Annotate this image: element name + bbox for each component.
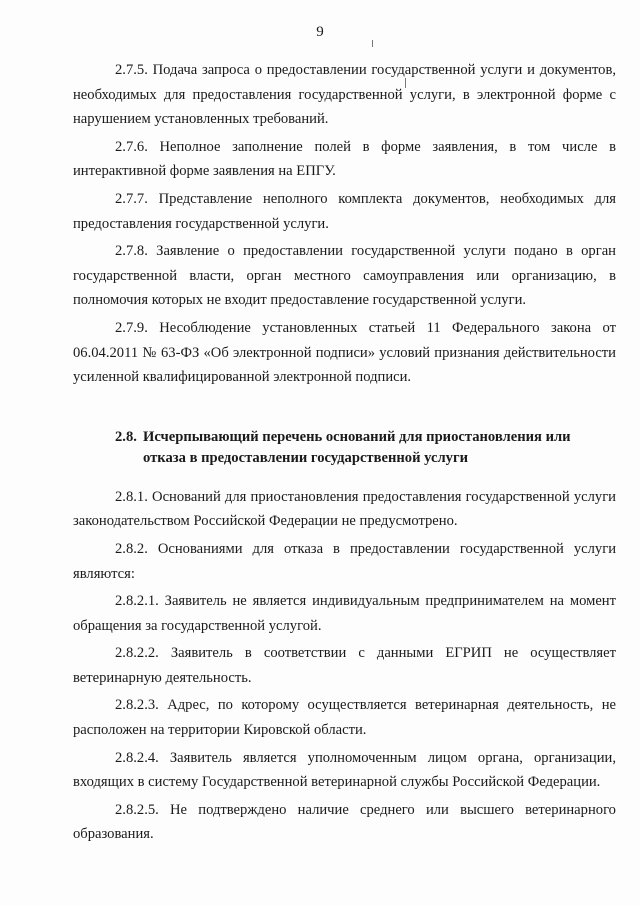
paragraph-number: 2.8.2. — [115, 540, 148, 557]
paragraph-2-8-1 — [73, 485, 616, 534]
paragraph-number: 2.8.2.5. — [115, 801, 159, 818]
document-body — [73, 58, 616, 847]
section-title-line-1: Исчерпывающий перечень оснований для приостановления или — [143, 428, 571, 445]
paragraph-number: 2.7.5. — [115, 62, 148, 78]
paragraph-2-8-2-4 — [73, 746, 616, 795]
paragraph-text: Несоблюдение установленных статьей 11 Федерального закона от 06.04.2011 № 63-ФЗ «Об электронной подписи» условий признания действительности усиленной квалифицированной электронной подписи. — [73, 319, 616, 386]
paragraph-text: Неполное заполнение полей в форме заявления, в том числе в интерактивной форме заявления на ЕПГУ. — [73, 138, 616, 180]
paragraph-2-8-2-2 — [73, 641, 616, 690]
paragraph-2-8-2-1 — [73, 589, 616, 638]
paragraph-text: Представление неполного комплекта документов, необходимых для предоставления государственной услуги. — [73, 190, 616, 232]
section-title-line-2: отказа в предоставлении государственной услуги — [143, 449, 468, 466]
paragraph-2-8-2-3 — [73, 693, 616, 742]
scan-artifact — [372, 40, 373, 47]
paragraph-text: Заявитель в соответствии с данными ЕГРИП не осуществляет ветеринарную деятельность. — [73, 645, 616, 686]
paragraph-number: 2.8.2.3. — [115, 697, 159, 714]
paragraph-text: Оснований для приостановления предоставления государственной услуги законодательством Российской Федерации не предусмотрено. — [73, 488, 616, 530]
paragraph-text: Основаниями для отказа в предоставлении государственной услуги являются: — [73, 540, 616, 582]
paragraph-2-7-8 — [73, 239, 616, 313]
paragraph-number: 2.8.2.2. — [115, 645, 159, 662]
paragraph-2-7-6 — [73, 135, 616, 184]
paragraph-number: 2.7.6. — [115, 138, 148, 155]
paragraph-number: 2.7.8. — [115, 243, 148, 260]
paragraph-text: Заявитель является уполномоченным лицом органа, организации, входящих в систему Государственной ветеринарной службы Российской Федерации. — [73, 749, 617, 791]
paragraph-2-7-7 — [73, 187, 616, 236]
section-heading — [73, 427, 616, 469]
page-number: 9 — [316, 24, 324, 40]
paragraph-number: 2.8.1. — [115, 488, 148, 505]
paragraph-number: 2.8.2.4. — [115, 749, 159, 766]
section-number: 2.8. — [115, 428, 137, 445]
paragraph-text: Не подтверждено наличие среднего или высшего ветеринарного образования. — [73, 801, 616, 843]
paragraph-text: Подача запроса о предоставлении государственной услуги и документов, необходимых для предоставления государственной услуги, в электронной форме с нарушением установленных требований. — [73, 62, 616, 128]
paragraph-text: Заявление о предоставлении государственной услуги подано в орган государственной власти, орган местного самоуправления или организацию, в полномочия которых не входит предоставление государственной услуги. — [73, 243, 616, 309]
paragraph-number: 2.7.9. — [115, 319, 148, 336]
paragraph-2-8-2 — [73, 537, 616, 586]
paragraph-number: 2.8.2.1. — [115, 593, 159, 610]
paragraph-text: Заявитель не является индивидуальным предпринимателем на момент обращения за государственной услугой. — [73, 593, 616, 634]
paragraph-number: 2.7.7. — [115, 190, 148, 207]
paragraph-2-7-9 — [73, 316, 616, 390]
paragraph-2-7-5 — [73, 58, 616, 132]
paragraph-2-8-2-5 — [73, 798, 616, 847]
paragraph-text: Адрес, по которому осуществляется ветеринарная деятельность, не расположен на территории Кировской области. — [73, 697, 616, 739]
